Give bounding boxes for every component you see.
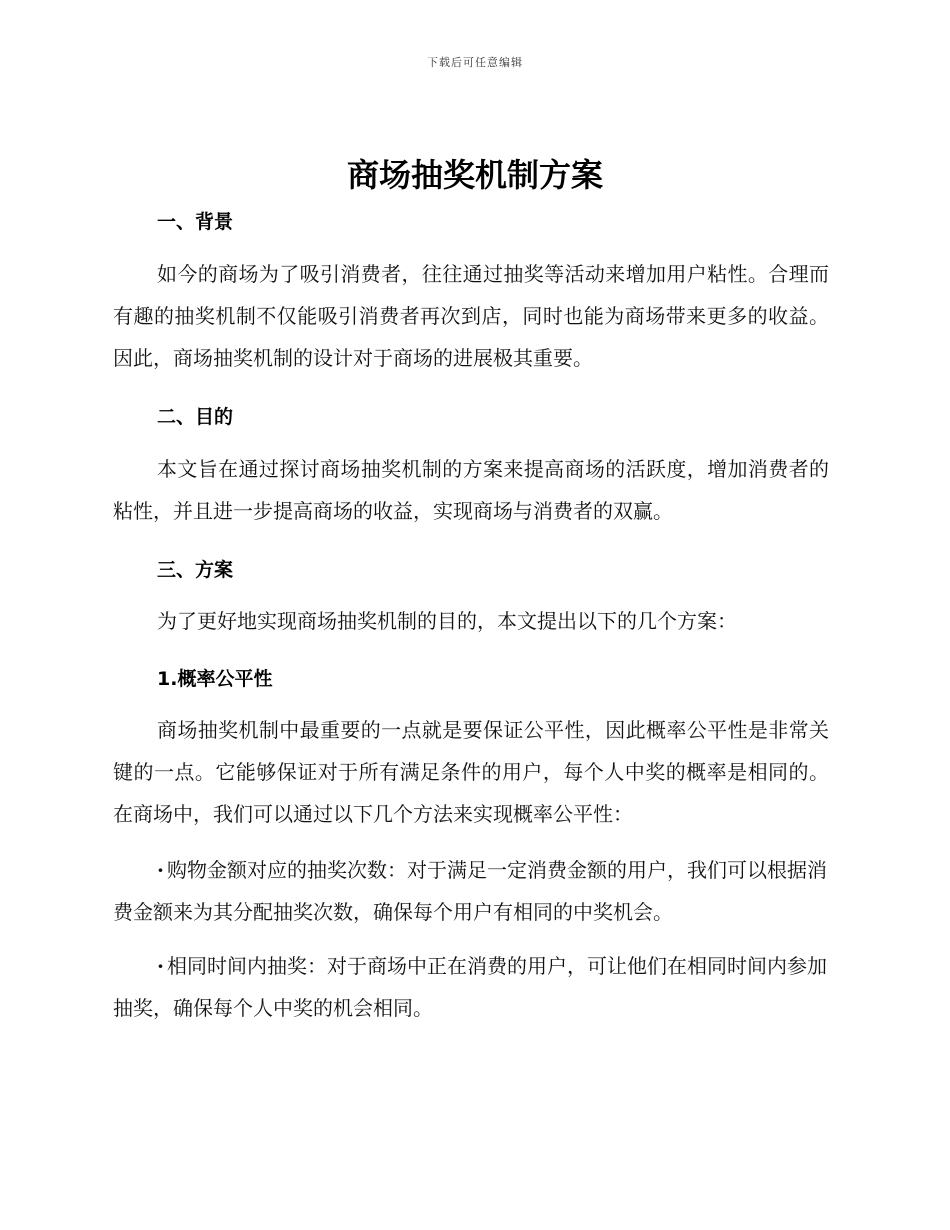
list-item-text: 相同时间内抽奖：对于商场中正在消费的用户，可让他们在相同时间内参加抽奖，确保每个人中奖的机会相同。 (113, 954, 827, 1020)
document-title: 商场抽奖机制方案 (346, 156, 603, 194)
section-heading-background: 一、背景 (157, 211, 234, 233)
paragraph-purpose: 本文旨在通过探讨商场抽奖机制的方案来提高商场的活跃度，增加消费者的粘性，并且进一步提高商场的收益，实现商场与消费者的双赢。 (113, 457, 829, 523)
section-heading-plan: 三、方案 (157, 559, 234, 581)
list-item (113, 849, 829, 933)
bullet-dot-icon: · (157, 954, 164, 978)
list-item (113, 945, 829, 1029)
paragraph-plan-intro: 为了更好地实现商场抽奖机制的目的，本文提出以下的几个方案： (157, 609, 737, 633)
header-note: 下载后可任意编辑 (427, 56, 523, 69)
list-item-text: 购物金额对应的抽奖次数：对于满足一定消费金额的用户，我们可以根据消费金额来为其分配抽奖次数，确保每个用户有相同的中奖机会。 (113, 858, 827, 924)
section-heading-purpose: 二、目的 (157, 406, 234, 428)
bullet-dot-icon: · (157, 858, 164, 882)
subsection-heading-probability-fairness: 1.概率公平性 (157, 668, 273, 690)
paragraph-probability-fairness: 商场抽奖机制中最重要的一点就是要保证公平性，因此概率公平性是非常关键的一点。它能够保证对于所有满足条件的用户，每个人中奖的概率是相同的。在商场中，我们可以通过以下几个方法来实现概率公平性： (113, 718, 829, 826)
paragraph-background: 如今的商场为了吸引消费者，往往通过抽奖等活动来增加用户粘性。合理而有趣的抽奖机制不仅能吸引消费者再次到店，同时也能为商场带来更多的收益。因此，商场抽奖机制的设计对于商场的进展极其重要。 (113, 262, 829, 370)
